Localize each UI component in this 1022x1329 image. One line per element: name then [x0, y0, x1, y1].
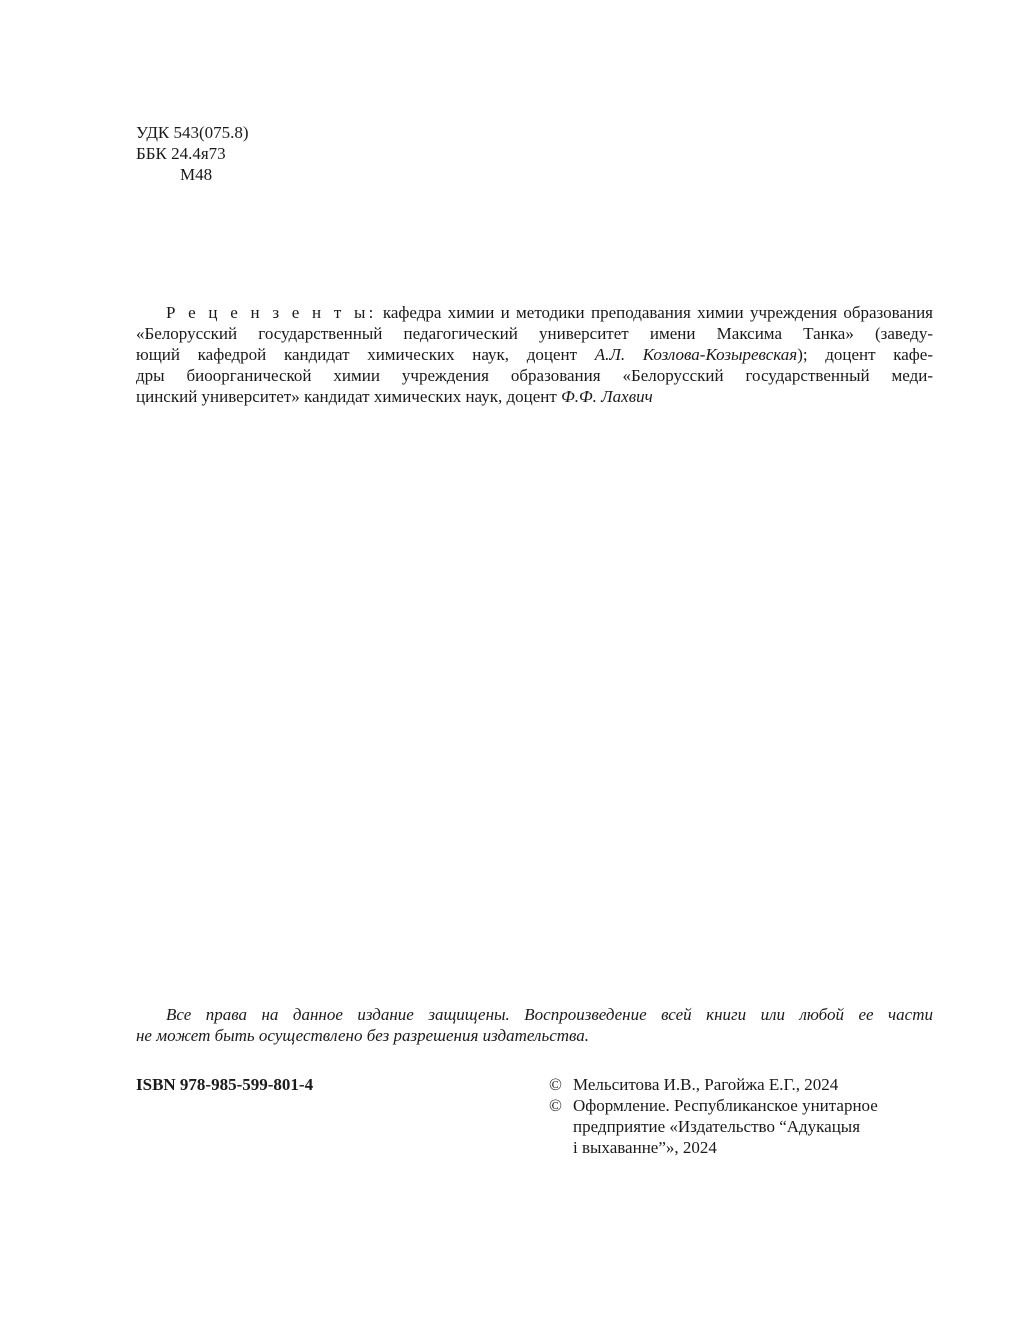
- rights-line: Все права на данное издание защищены. Воспроизведение всей книги или любой ее части: [166, 1005, 933, 1024]
- classification-codes: [136, 122, 249, 185]
- copyright-sign: ©: [549, 1096, 562, 1115]
- udk-code: УДК 543(075.8): [136, 123, 249, 142]
- reviewers-paragraph: [136, 302, 933, 407]
- reviewer-name: Ф.Ф. Лахвич: [561, 387, 653, 406]
- reviewers-line: цинский университет» кандидат химических наук, доцент Ф.Ф. Лахвич: [136, 387, 653, 406]
- reviewers-label: Р е ц е н з е н т ы:: [166, 303, 377, 322]
- rights-line: не может быть осуществлено без разрешения издательства.: [136, 1026, 590, 1045]
- author-mark: М48: [180, 165, 213, 184]
- reviewers-line: «Белорусский государственный педагогический университет имени Максима Танка» (заведу-: [136, 324, 933, 343]
- copyright-text: предприятие «Издательство “Адукацыя: [573, 1117, 861, 1136]
- rights-notice: [136, 1004, 933, 1046]
- copyright-item: [549, 1095, 939, 1158]
- reviewer-name: А.Л. Козлова-Козыревская: [594, 345, 798, 364]
- copyright-text: Мельситова И.В., Рагойжа Е.Г., 2024: [573, 1075, 839, 1094]
- bbk-code: ББК 24.4я73: [136, 144, 226, 163]
- copyright-sign: ©: [549, 1075, 562, 1094]
- copyright-text: і выхаванне”», 2024: [573, 1138, 717, 1157]
- copyright-block: [549, 1074, 939, 1158]
- reviewers-line: дры биоорганической химии учреждения образования «Белорусский государственный меди-: [136, 366, 933, 385]
- copyright-text: Оформление. Республиканское унитарное: [573, 1096, 878, 1115]
- copyright-item: [549, 1074, 939, 1095]
- reviewers-line: Р е ц е н з е н т ы: кафедра химии и методики преподавания химии учреждения образования: [166, 303, 934, 322]
- isbn: ISBN 978-985-599-801-4: [136, 1075, 314, 1094]
- reviewers-line: ющий кафедрой кандидат химических наук, доцент А.Л. Козлова-Козыревская); доцент кафе-: [136, 345, 933, 364]
